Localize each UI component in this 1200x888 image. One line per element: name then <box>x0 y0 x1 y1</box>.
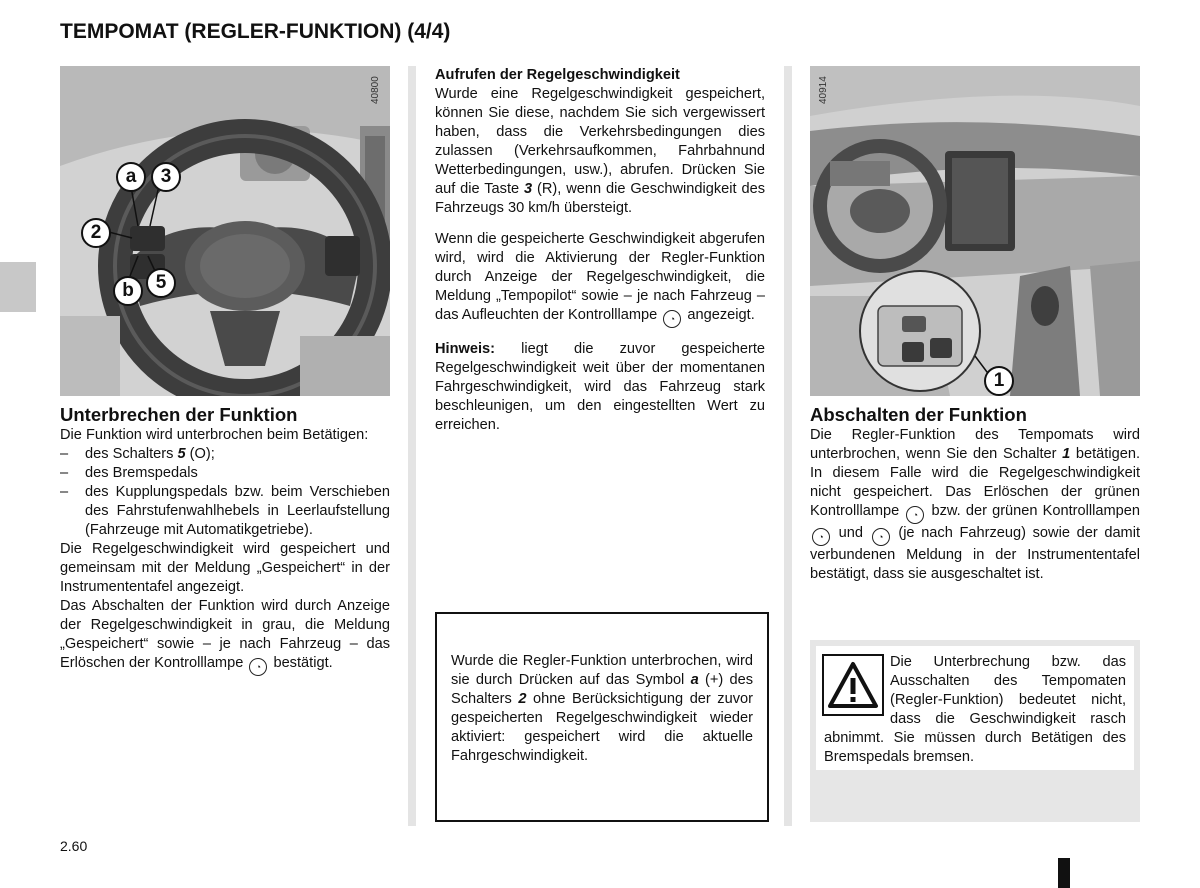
callout-3: 3 <box>151 162 181 192</box>
warning-text: Die Unterbrechung bzw. das Ausschalten des Tempomaten (Regler-Funktion) bedeutet nicht, dass die Geschwindigkeit rasch abnimmt. Sie müssen durch Betätigen des Bremspedals bremsen. <box>824 654 1126 765</box>
chapter-tab <box>0 262 36 312</box>
column-separator <box>784 66 792 826</box>
callout-5: 5 <box>146 268 176 298</box>
note-text: Wurde die Regler-Funktion unterbrochen, wird sie durch Drücken auf das Symbol a (+) des Schalters 2 ohne Berücksichtigung der zuvor gespeicherten Regelgeschwindigkeit wieder aktiviert: gespeichert wird die aktuelle Fahrgeschwindigkeit. <box>451 653 754 764</box>
list-item: – des Bremspedals <box>60 465 198 481</box>
cruise-control-lamp-icon: ◔ <box>872 528 890 546</box>
figure-reference: 40800 <box>370 76 381 104</box>
cruise-control-lamp-icon: ◔ <box>249 658 267 676</box>
list-item: – des Schalters 5 (O); <box>60 446 215 462</box>
figure-reference: 40914 <box>818 76 829 104</box>
switch-off-paragraph: Die Regler-Funktion des Tempomats wird unterbrochen, wenn Sie den Schalter 1 betätigen. In diesem Falle wird die Regelgeschwindigkeit nicht gespeichert. Das Erlöschen der grünen Kontrolllampe ◔ bzw. der grünen Kontrolllampen ◔ und ◔ (je nach Fahrzeug) sowie der damit verbundenen Meldung in der Instrumententafel bestätigt, dass sie ausgeschaltet ist. <box>810 427 1141 582</box>
callout-1: 1 <box>984 366 1014 396</box>
callout-2: 2 <box>81 218 111 248</box>
recall-heading: Aufrufen der Regelgeschwindigkeit <box>435 67 680 83</box>
page-corner-marker <box>1058 858 1070 888</box>
middle-column-text <box>435 66 765 435</box>
speed-limiter-lamp-icon: ◔ <box>812 528 830 546</box>
cruise-control-lamp-icon: ◔ <box>906 506 924 524</box>
column-separator <box>408 66 416 826</box>
interrupt-body <box>60 426 390 676</box>
dashboard-drawing <box>810 66 1140 396</box>
right-column-text <box>810 404 1140 584</box>
left-column-text <box>60 404 390 676</box>
cruise-control-lamp-icon: ◔ <box>663 310 681 328</box>
interrupt-para-2: Das Abschalten der Funktion wird durch Anzeige der Regelgeschwindigkeit in grau, die Meldung „Gespeichert“ sowie – je nach Fahrzeug – das Erlöschen der Kontrolllampe ◔ bestätigt. <box>60 597 390 676</box>
warning-box <box>810 640 1140 822</box>
recall-para-1: Wurde eine Regelgeschwindigkeit gespeichert, können Sie diese, nachdem Sie sich vergewissert haben, dass die Verkehrsbedingungen dies zulassen (Verkehrsaufkommen, Fahrbahnund Wetterbedingungen, usw.), abrufen. Drücken Sie auf die Taste 3 (R), wenn die Geschwindigkeit des Fahrzeugs 30 km/h übersteigt. <box>435 86 765 216</box>
hint-paragraph: Hinweis: liegt die zuvor gespeicherte Regelgeschwindigkeit weit über der momentanen Fahrgeschwindigkeit, wird das Fahrzeug stark beschleunigen, um den eingestellten Wert zu erreichen. <box>435 341 765 433</box>
page-number: 2.60 <box>60 838 88 854</box>
callout-a: a <box>116 162 146 192</box>
recall-para-2: Wenn die gespeicherte Geschwindigkeit abgerufen wird, wird die Aktivierung der Regler-Funktion durch Anzeige der Regelgeschwindigkeit, die Meldung „Tempopilot“ sowie – je nach Fahrzeug – das Aufleuchten der Kontrolllampe ◔ angezeigt. <box>435 230 765 328</box>
steering-wheel-illustration <box>60 66 390 396</box>
dashboard-illustration <box>810 66 1140 396</box>
interrupt-para-1: Die Regelgeschwindigkeit wird gespeichert und gemeinsam mit der Meldung „Gespeichert“ in der Instrumententafel angezeigt. <box>60 541 390 595</box>
note-box <box>435 612 769 822</box>
list-item: – des Kupplungspedals bzw. beim Verschieben des Fahrstufenwahlhebels in Leerlaufstellung (Fahrzeuge mit Automatikgetriebe). <box>60 484 390 538</box>
interrupt-intro: Die Funktion wird unterbrochen beim Betätigen: <box>60 427 369 443</box>
callout-b: b <box>113 276 143 306</box>
section-heading-interrupt: Unterbrechen der Funktion <box>60 404 298 425</box>
section-heading-switch-off: Abschalten der Funktion <box>810 404 1027 425</box>
page-title: TEMPOMAT (REGLER-FUNKTION) (4/4) <box>60 20 451 43</box>
